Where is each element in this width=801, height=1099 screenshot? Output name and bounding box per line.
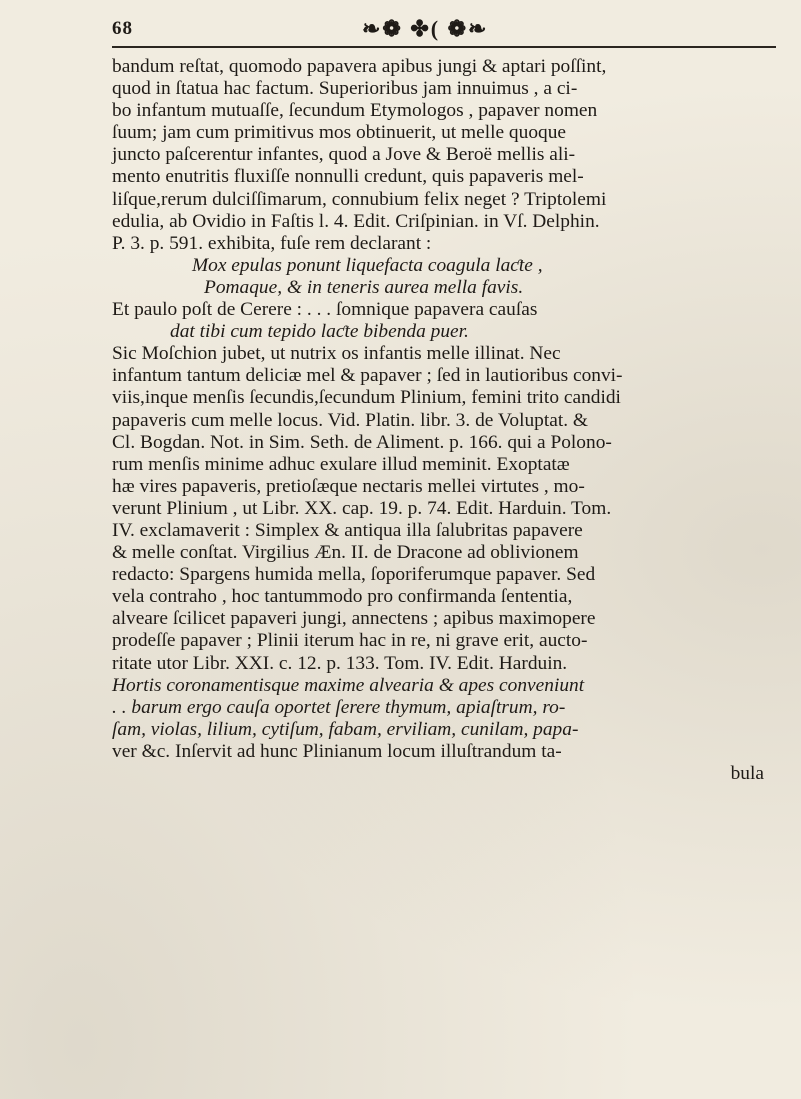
text-line: quod in ſtatua hac factum. Superioribus jam innuimus , a ci- [112,78,578,100]
verse-text: Mox epulas ponunt liquefacta coagula laƈte , [192,254,543,276]
text-line: redacto: Spargens humida mella, ſoporiferumque papaver. Sed [112,564,596,586]
text-line: P. 3. p. 591. exhibita, fuſe rem declarant : [112,232,432,254]
text-line-italic [112,675,784,697]
header-rule [112,46,776,48]
verse-line [112,277,784,299]
page-number: 68 [112,18,133,39]
body-text [112,56,784,785]
text-line: papaveris cum melle locus. Vid. Platin. libr. 3. de Voluptat. & [112,409,589,431]
verse-line [112,255,784,277]
catchword: bula [730,763,764,784]
text-line: verunt Plinium , ut Libr. XX. cap. 19. p. 74. Edit. Harduin. Tom. [112,497,612,519]
text-line: hæ vires papaveris, pretioſæque nectaris mellei virtutes , mo- [112,475,585,497]
text-line: ritate utor Libr. XXI. c. 12. p. 133. Tom. IV. Edit. Harduin. [112,652,568,674]
running-header [112,12,782,52]
header-ornament: ❧❁ ✤( ❁❧ [362,16,489,41]
text-line: alveare ſcilicet papaveri jungi, annectens ; apibus maximopere [112,608,596,630]
text-line-italic [112,719,784,741]
text-line-italic [112,697,784,719]
text-line: liſque,rerum dulciſſimarum, connubium felix neget ? Triptolemi [112,188,607,210]
verse-text: dat tibi cum tepido laƈte bibenda puer. [170,321,469,343]
italic-text: . . barum ergo cauſa oportet ſerere thymum, apiaſtrum, ro- [112,696,566,718]
text-line: ſuum; jam cum primitivus mos obtinuerit, ut melle quoque [112,122,567,144]
italic-text: Hortis coronamentisque maxime alvearia & apes conveniunt [112,674,585,696]
italic-text: ſam, violas, lilium, cytiſum, fabam, erviliam, cunilam, papa- [112,718,579,740]
text-line: Et paulo poſt de Cerere : . . . ſomnique papavera cauſas [112,299,538,321]
text-line: Cl. Bogdan. Not. in Sim. Seth. de Aliment. p. 166. qui a Polono- [112,431,612,453]
text-line: ver &c. Inſervit ad hunc Plinianum locum illuſtrandum ta- [112,740,562,762]
text-line: juncto paſcerentur infantes, quod a Jove & Beroë mellis ali- [112,144,576,166]
text-line: prodeſſe papaver ; Plinii iterum hac in re, ni grave erit, aucto- [112,630,588,652]
text-line: Sic Moſchion jubet, ut nutrix os infantis melle illinat. Nec [112,343,561,365]
text-line: bo infantum mutuaſſe, ſecundum Etymologos , papaver nomen [112,100,598,122]
text-line: edulia, ab Ovidio in Faſtis l. 4. Edit. Criſpinian. in Vſ. Delphin. [112,210,600,232]
verse-line [112,321,784,343]
text-line: rum menſis minime adhuc exulare illud meminit. Exoptatæ [112,453,570,475]
text-line: & melle conſtat. Virgilius Æn. II. de Dracone ad oblivionem [112,542,579,564]
verse-text: Pomaque, & in teneris aurea mella favis. [204,276,524,298]
text-line: IV. exclamaverit : Simplex & antiqua illa ſalubritas papavere [112,519,583,541]
text-line: viis,inque menſis ſecundis,ſecundum Plinium, femini trito candidi [112,387,621,409]
text-line: mento enutritis fluxiſſe nonnulli credunt, quis papaveris mel- [112,166,584,188]
text-line: vela contraho , hoc tantummodo pro confirmanda ſententia, [112,586,573,608]
text-line: bandum reſtat, quomodo papavera apibus jungi & aptari poſſint, [112,56,607,77]
text-line: infantum tantum deliciæ mel & papaver ; ſed in lautioribus convi- [112,365,623,387]
